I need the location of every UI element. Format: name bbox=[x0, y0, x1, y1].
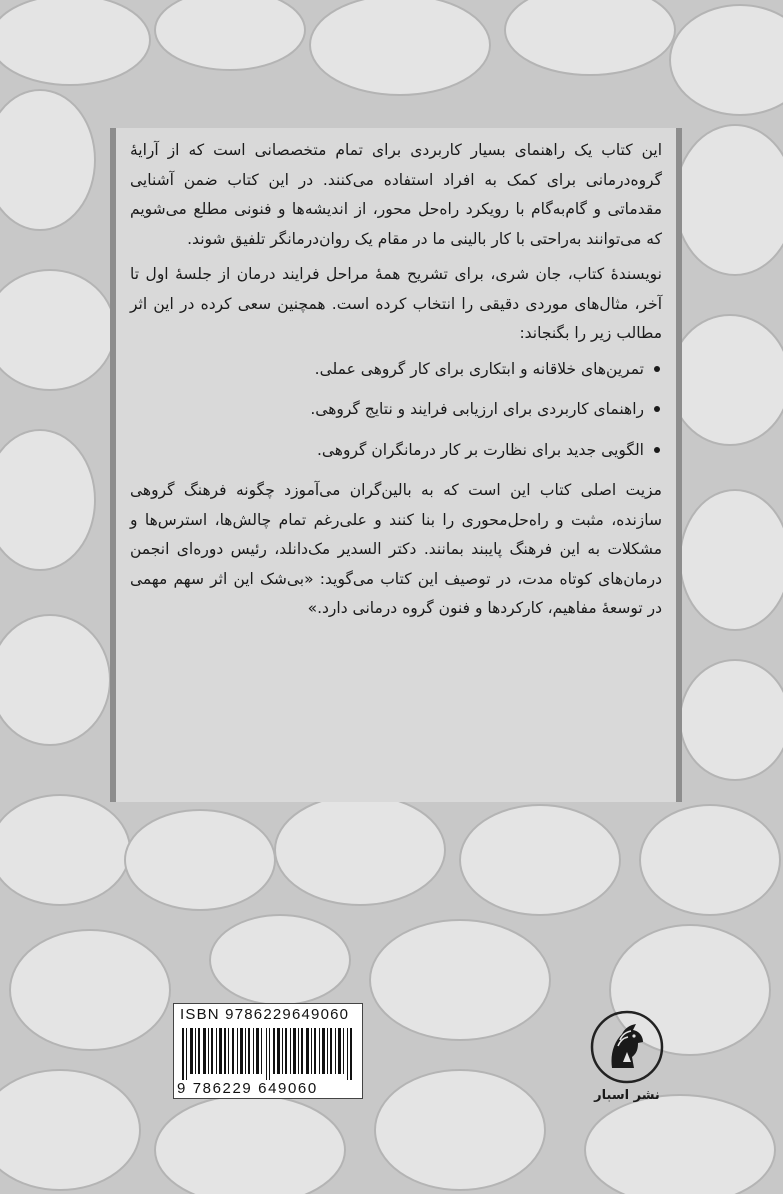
horse-head-pen-nib-icon bbox=[590, 1010, 664, 1084]
back-cover-text-panel bbox=[110, 128, 682, 802]
closing-paragraph: مزیت اصلی کتاب این است که به بالین‌گران می‌آموزد چگونه فرهنگ گروهی سازنده، مثبت و راه‌حل‌محوری را بنا کنند و علی‌رغم تمام چالش‌ها، استرس‌ها و مشکلات به این فرهنگ پایبند بمانند. دکتر السدیر مک‌دانلد، رئیس دوره‌ای انجمن درمان‌های کوتاه مدت، در توصیف این کتاب می‌گوید: «بی‌شک این اثر سهم مهمی در توسعهٔ مفاهیم، کارکردها و فنون گروه درمانی دارد.» bbox=[130, 481, 662, 617]
barcode-bars bbox=[182, 1028, 354, 1080]
bullet-icon bbox=[654, 366, 660, 372]
list-item: تمرین‌های خلاقانه و ابتکاری برای کار گروهی عملی. bbox=[130, 355, 662, 385]
bullet-icon bbox=[654, 447, 660, 453]
isbn-label: ISBN 9786229649060 bbox=[180, 1006, 350, 1023]
author-paragraph: نویسندهٔ کتاب، جان شری، برای تشریح همهٔ مراحل فرایند درمان از جلسهٔ اول تا آخر، مثال‌های موردی دقیقی را انتخاب کرده است. همچنین سعی کرده در این اثر مطالب زیر را بگنجاند: bbox=[130, 265, 662, 342]
bullet-icon bbox=[654, 406, 660, 412]
isbn-digits: 9 786229 649060 bbox=[177, 1080, 318, 1097]
intro-paragraph: این کتاب یک راهنمای بسیار کاربردی برای تمام متخصصانی است که از آرایهٔ گروه‌درمانی برای کمک به افراد استفاده می‌کنند. در این کتاب ضمن آشنایی مقدماتی و گام‌به‌گام با رویکرد راه‌حل محور، از اندیشه‌ها و فنونی مطلع می‌شویم که می‌توانند به‌راحتی با کار بالینی ما در مقام یک روان‌درمانگر تلفیق شوند. bbox=[130, 141, 662, 248]
publisher-mark bbox=[587, 1010, 667, 1110]
feature-list bbox=[130, 355, 662, 466]
isbn-barcode bbox=[173, 1003, 363, 1099]
list-item: الگویی جدید برای نظارت بر کار درمانگران گروهی. bbox=[130, 436, 662, 466]
list-item: راهنمای کاربردی برای ارزیابی فرایند و نتایج گروهی. bbox=[130, 395, 662, 425]
publisher-name: نشر اسبار bbox=[594, 1088, 660, 1103]
